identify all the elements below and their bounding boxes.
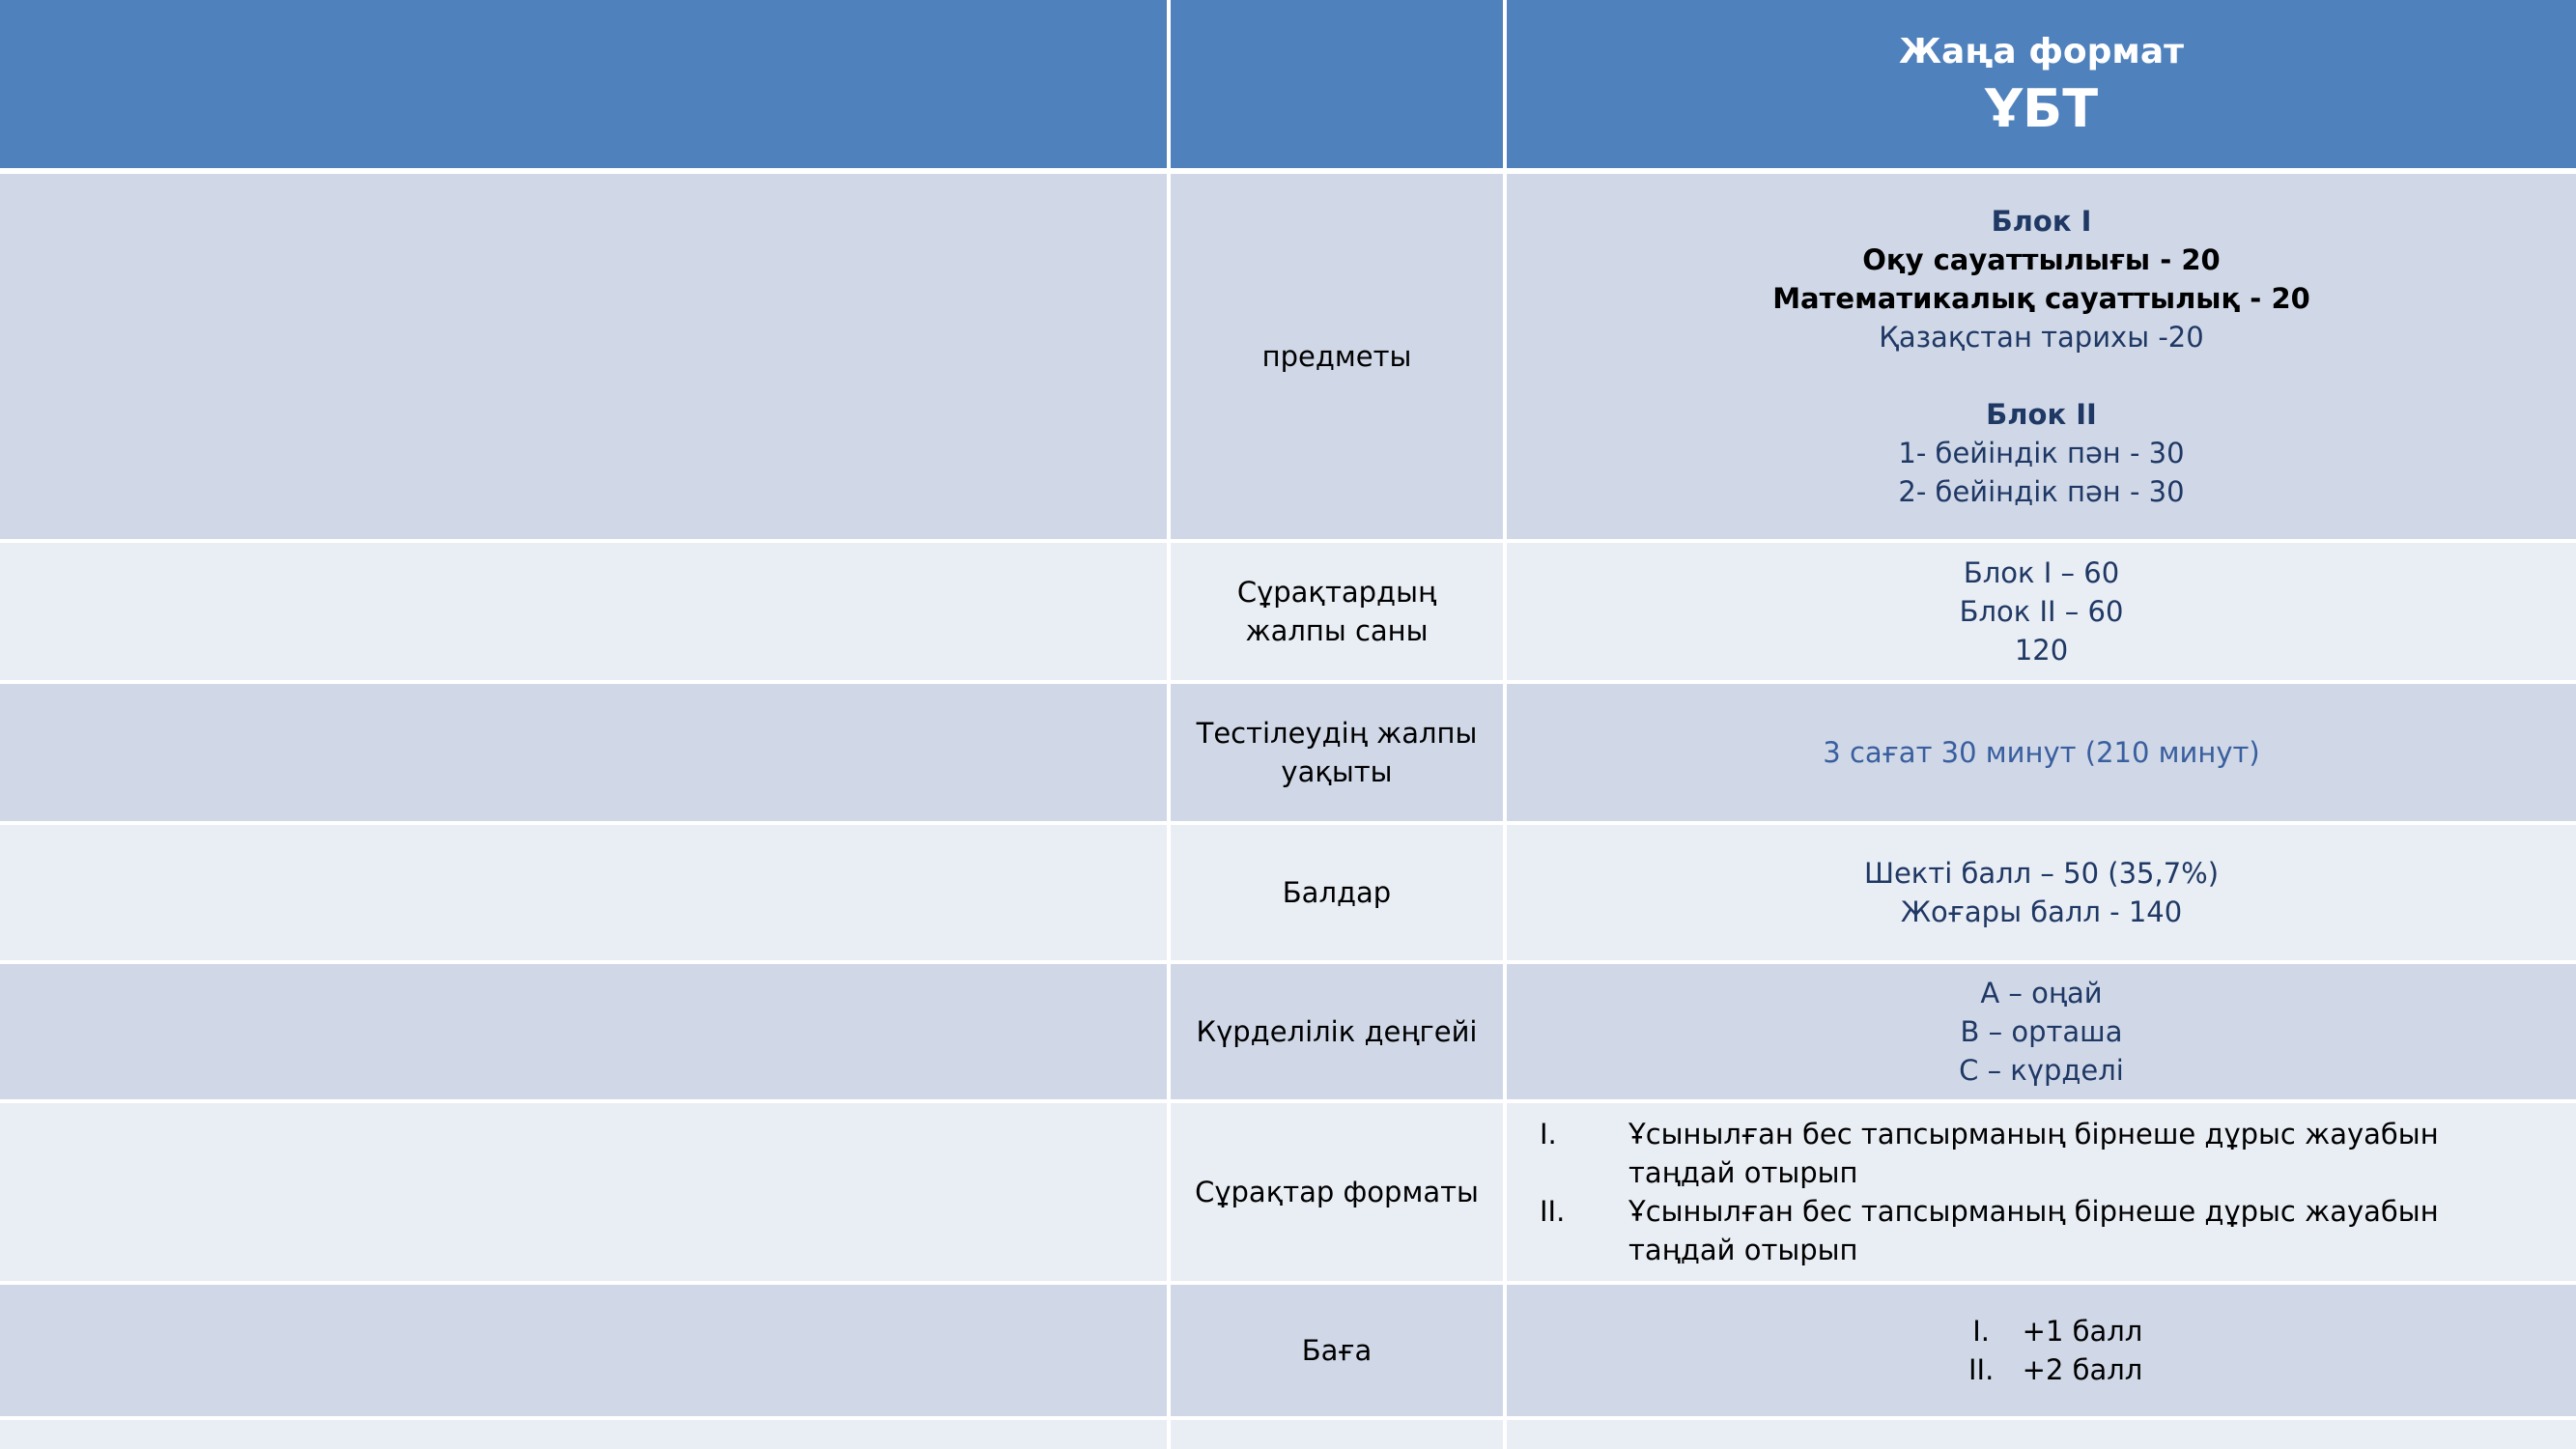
table-row-grade [0, 1285, 2576, 1416]
header-cell-empty-1 [0, 0, 1171, 168]
row-time-label-cell [1171, 684, 1507, 821]
row-partial-label-cell [1171, 1420, 1507, 1449]
row-label: Балдар [1282, 876, 1392, 909]
row-subjects-empty-cell [0, 174, 1171, 539]
header-cell-new-format [1507, 0, 2576, 168]
value-line: 120 [2014, 634, 2069, 667]
row-questions-empty-cell [0, 543, 1171, 680]
table-row-points [0, 825, 2576, 960]
row-subjects-value-cell [1507, 174, 2576, 539]
table-row-question-format [0, 1103, 2576, 1281]
block2-line2: 2- бейіндік пән - 30 [1898, 475, 2185, 508]
table-header-row [0, 0, 2576, 174]
row-format-value-cell [1507, 1103, 2576, 1281]
value-line: Шекті балл – 50 (35,7%) [1863, 857, 2220, 890]
row-format-empty-cell [0, 1103, 1171, 1281]
row-questions-label-cell [1171, 543, 1507, 680]
row-difficulty-label-cell [1171, 964, 1507, 1099]
row-format-label-cell [1171, 1103, 1507, 1281]
list-item-text: +1 балл [2022, 1315, 2143, 1348]
value-line: В – орташа [1960, 1015, 2123, 1048]
table-row-total-time [0, 684, 2576, 821]
row-difficulty-empty-cell [0, 964, 1171, 1099]
block2-title: Блок ІІ [1986, 398, 2097, 431]
table-row-total-questions [0, 543, 2576, 680]
list-item [1528, 1115, 2576, 1192]
list-item [1940, 1350, 2143, 1389]
table-row-subjects [0, 174, 2576, 539]
row-subjects-label-cell [1171, 174, 1507, 539]
header-cell-empty-2 [1171, 0, 1507, 168]
list-item-number: II. [1967, 1353, 1995, 1386]
row-label: предметы [1261, 340, 1412, 373]
table-row-difficulty [0, 964, 2576, 1099]
row-label: Сұрақтардың жалпы саны [1236, 576, 1437, 647]
block1-title: Блок І [1991, 205, 2092, 238]
row-time-empty-cell [0, 684, 1171, 821]
list-item-text: +2 балл [2022, 1353, 2143, 1386]
list-item [1940, 1312, 2143, 1350]
value-line: 3 сағат 30 минут (210 минут) [1823, 736, 2260, 769]
list-item-number: I. [1540, 1118, 1557, 1151]
row-grade-value-cell [1507, 1285, 2576, 1416]
list-item-number: II. [1540, 1195, 1566, 1228]
value-line: Блок І – 60 [1963, 556, 2120, 589]
block1-line2: Математикалық сауаттылық - 20 [1772, 282, 2310, 315]
header-subtitle: ҰБТ [1984, 78, 2099, 139]
row-partial-empty-cell [0, 1420, 1171, 1449]
value-line: А – оңай [1980, 977, 2103, 1009]
row-label: Күрделілік деңгейі [1196, 1015, 1478, 1048]
value-line: Блок ІІ – 60 [1959, 595, 2124, 628]
row-points-label-cell [1171, 825, 1507, 960]
row-difficulty-value-cell [1507, 964, 2576, 1099]
list-item-number: I. [1972, 1315, 1991, 1348]
list-item-text: Ұсынылған бес тапсырманың бірнеше дұрыс жауабын таңдай отырып [1628, 1195, 2439, 1266]
header-title: Жаңа формат [1898, 32, 2185, 71]
value-line: С – күрделі [1959, 1054, 2124, 1087]
value-line: Жоғары балл - 140 [1900, 895, 2183, 928]
row-points-value-cell [1507, 825, 2576, 960]
row-questions-value-cell [1507, 543, 2576, 680]
block2-line1: 1- бейіндік пән - 30 [1898, 437, 2185, 469]
block1-line3: Қазақстан тарихы -20 [1879, 321, 2204, 354]
table-row-partial [0, 1420, 2576, 1449]
block1-line1: Оқу сауаттылығы - 20 [1862, 243, 2221, 276]
row-time-value-cell [1507, 684, 2576, 821]
row-grade-empty-cell [0, 1285, 1171, 1416]
grade-list [1940, 1312, 2143, 1389]
row-label: Баға [1301, 1334, 1373, 1367]
row-partial-value-cell [1507, 1420, 2576, 1449]
list-item [1528, 1192, 2576, 1269]
row-label: Тестілеудің жалпы уақыты [1196, 717, 1478, 788]
row-grade-label-cell [1171, 1285, 1507, 1416]
list-item-text: Ұсынылған бес тапсырманың бірнеше дұрыс жауабын таңдай отырып [1628, 1118, 2439, 1189]
row-points-empty-cell [0, 825, 1171, 960]
format-list [1507, 1115, 2576, 1269]
row-label: Сұрақтар форматы [1195, 1176, 1479, 1208]
